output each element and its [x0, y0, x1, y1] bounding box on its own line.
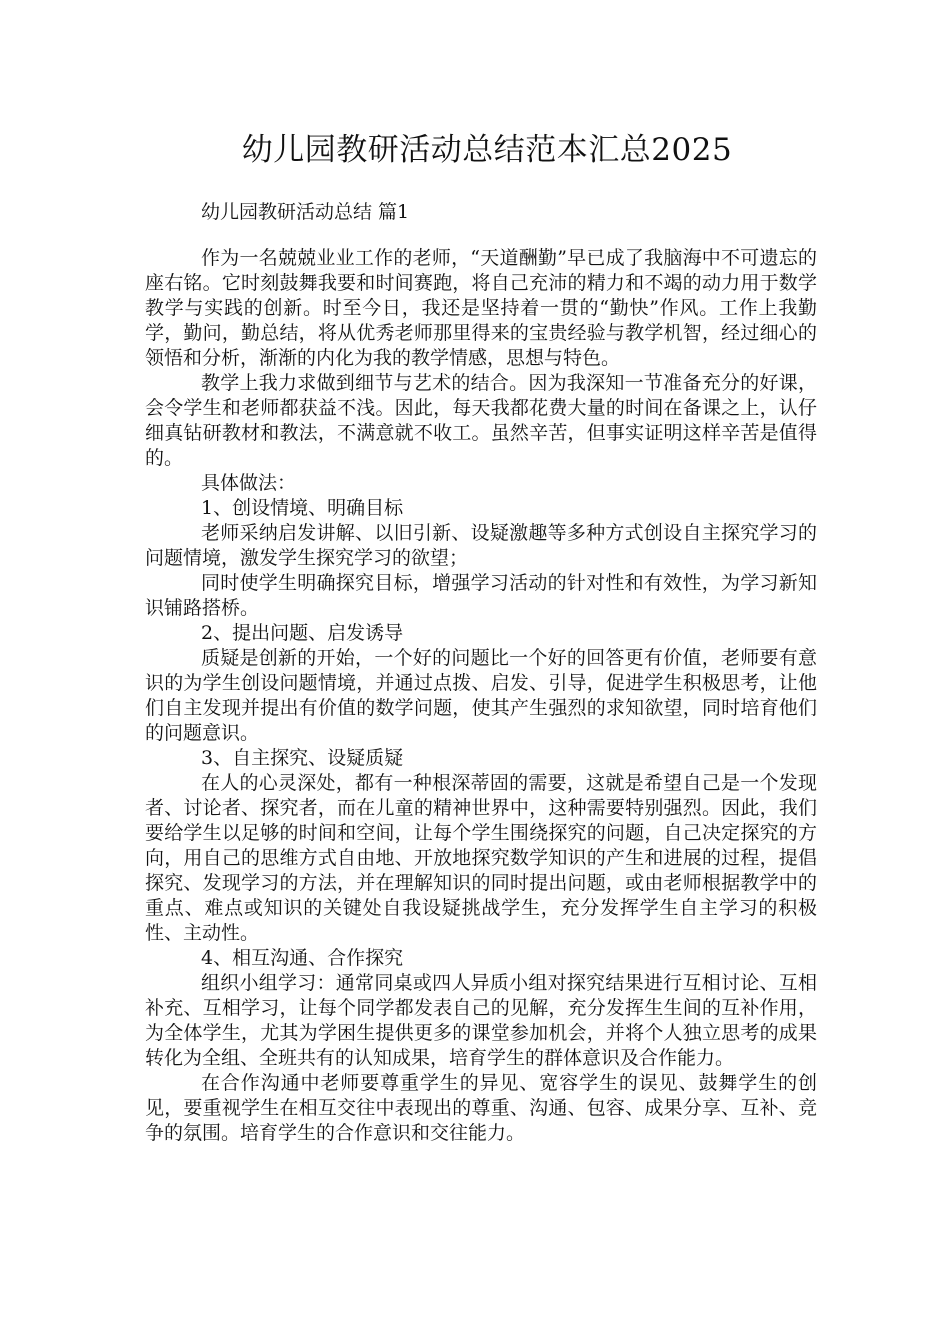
- paragraph: 质疑是创新的开始，一个好的问题比一个好的回答更有价值，老师要有意识的为学生创设问题情境，并通过点拨、启发、引导，促进学生积极思考，让他们自主发现并提出有价值的数学问题，使其产生强烈的求知欲望，同时培育他们的问题意识。: [145, 647, 817, 744]
- paragraph: 在合作沟通中老师要尊重学生的异见、宽容学生的误见、鼓舞学生的创见，要重视学生在相互交往中表现出的尊重、沟通、包容、成果分享、互补、竞争的氛围。培育学生的合作意识和交往能力。: [145, 1072, 817, 1144]
- paragraph: 作为一名兢兢业业工作的老师，“天道酬勤”早已成了我脑海中不可遗忘的座右铭。它时刻鼓舞我要和时间赛跑，将自己充沛的精力和不竭的动力用于数学教学与实践的创新。时至今日，我还是坚持着一贯的“勤快”作风。工作上我勤学，勤问，勤总结，将从优秀老师那里得来的宝贵经验与教学机智，经过细心的领悟和分析，渐渐的内化为我的教学情感，思想与特色。: [145, 247, 817, 369]
- paragraph: 同时使学生明确探究目标，增强学习活动的针对性和有效性，为学习新知识铺路搭桥。: [145, 572, 817, 619]
- paragraph: 教学上我力求做到细节与艺术的结合。因为我深知一节准备充分的好课，会令学生和老师都获益不浅。因此，每天我都花费大量的时间在备课之上，认仔细真钻研教材和教法，不满意就不收工。虽然辛苦，但事实证明这样辛苦是值得的。: [145, 372, 817, 469]
- paragraph: 具体做法：: [201, 472, 297, 494]
- section-heading: 幼儿园教研活动总结 篇1: [201, 201, 410, 223]
- paragraph: 组织小组学习：通常同桌或四人异质小组对探究结果进行互相讨论、互相补充、互相学习，让每个同学都发表自己的见解，充分发挥生生间的互补作用，为全体学生，尤其为学困生提供更多的课堂参加机会，并将个人独立思考的成果转化为全组、全班共有的认知成果，培育学生的群体意识及合作能力。: [145, 972, 817, 1069]
- paragraph: 老师采纳启发讲解、以旧引新、设疑激趣等多种方式创设自主探究学习的问题情境，激发学生探究学习的欲望；: [145, 522, 817, 569]
- document-title: 幼儿园教研活动总结范本汇总2025: [241, 132, 733, 168]
- paragraph: 在人的心灵深处，都有一种根深蒂固的需要，这就是希望自己是一个发现者、讨论者、探究者，而在儿童的精神世界中，这种需要特别强烈。因此，我们要给学生以足够的时间和空间，让每个学生围绕探究的问题，自己决定探究的方向，用自己的思维方式自由地、开放地探究数学知识的产生和进展的过程，提倡探究、发现学习的方法，并在理解知识的同时提出问题，或由老师根据教学中的重点、难点或知识的关键处自我设疑挑战学生，充分发挥学生自主学习的积极性、主动性。: [145, 772, 817, 944]
- list-heading: 2、提出问题、启发诱导: [201, 622, 404, 644]
- list-heading: 3、自主探究、设疑质疑: [201, 747, 404, 769]
- list-heading: 4、相互沟通、合作探究: [201, 947, 404, 969]
- document-body: [145, 246, 817, 1146]
- list-heading: 1、创设情境、明确目标: [201, 497, 404, 519]
